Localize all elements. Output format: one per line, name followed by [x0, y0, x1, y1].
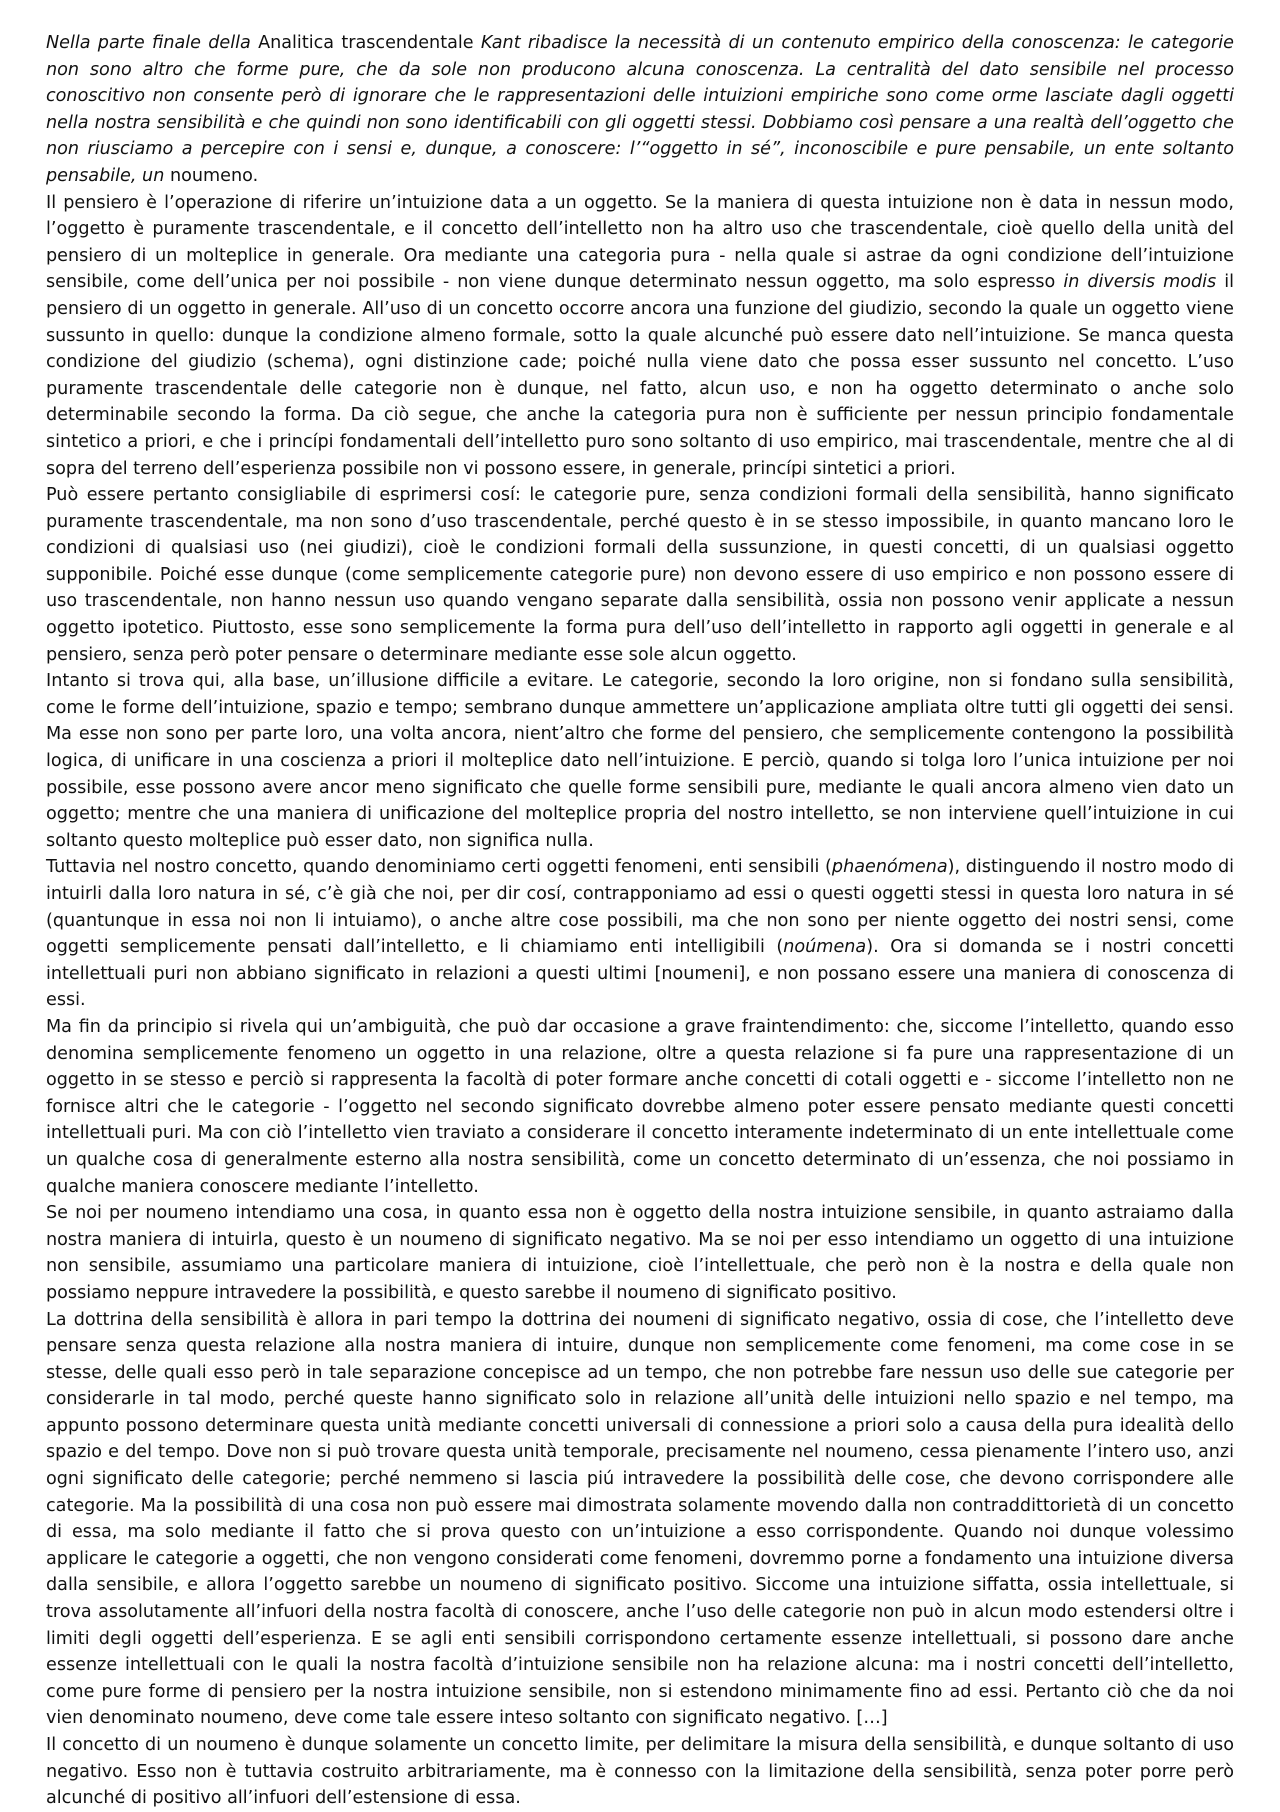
paragraph-4-text-b: ), distinguendo il nostro modo di intuirli dalla loro natura in sé, c’è già che noi, per dir cosí, contrapponiamo ad essi o questi oggetti stessi in questa loro natura in sé (quantunque in essa noi non li intuiamo), o anche altre cose possibili, ma che non sono per niente oggetto dei nostri sensi, come oggetti semplicemente pensati dall’intelletto, e li chiamiamo enti intelligibili ( [46, 857, 1234, 958]
paragraph-4-text-c: ). Ora si domanda se i nostri concetti intellettuali puri non abbiano significato in relazioni a questi ultimi [noumeni], e non possano essere una maniera di conoscenza di essi. [46, 937, 1234, 1011]
intro-paragraph [46, 30, 1234, 190]
paragraph-8: Il concetto di un noumeno è dunque solamente un concetto limite, per delimitare la misura della sensibilità, e dunque soltanto di uso negativo. Esso non è tuttavia costruito arbitrariamente, ma è connesso con la limitazione della sensibilità, senza poter porre però alcunché di positivo all’infuori dell’estensione di essa. [46, 1735, 1234, 1809]
paragraph-4-phaenomena: phaenómena [831, 857, 948, 878]
paragraph-1 [46, 190, 1234, 483]
paragraph-4 [46, 854, 1234, 1014]
intro-book-title: Analitica trascendentale [258, 33, 474, 53]
paragraph-4-text-a: Tuttavia nel nostro concetto, quando denominiamo certi oggetti fenomeni, enti sensibili ( [46, 857, 832, 878]
paragraph-1-text-a: Il pensiero è l’operazione di riferire un’intuizione data a un oggetto. Se la maniera di questa intuizione non è data in nessun modo, l’oggetto è puramente trascendentale, e il concetto dell’intelletto non ha altro uso che trascendentale, cioè quello della unità del pensiero di un molteplice in generale. Ora mediante una categoria pura - nella quale si astrae da ogni condizione dell’intuizione sensibile, come dell’unica per noi possibile - non viene dunque determinato nessun oggetto, ma solo espresso [46, 192, 1234, 293]
intro-text-1: Nella parte finale della [46, 33, 259, 53]
intro-text-2: Kant ribadisce la necessità di un contenuto empirico della conoscenza: le categorie non sono altro che forme pure, che da sole non producono alcuna conoscenza. La centralità del dato sensibile nel processo conoscitivo non consente però di ignorare che le rappresentazioni delle intuizioni empiriche sono come orme lasciate dagli oggetti nella nostra sensibilità e che quindi non sono identificabili con gli oggetti stessi. Dobbiamo così pensare a una realtà dell’oggetto che non riusciamo a percepire con i sensi e, dunque, a conoscere: l’“oggetto in sé”, inconoscibile e pure pensabile, un ente soltanto pensabile, un [46, 33, 1234, 186]
paragraph-2: Può essere pertanto consigliabile di esprimersi cosí: le categorie pure, senza condizioni formali della sensibilità, hanno significato puramente trascendentale, ma non sono d’uso trascendentale, perché questo è in se stesso impossibile, in quanto mancano loro le condizioni di qualsiasi uso (nei giudizi), cioè le condizioni formali della sussunzione, in questi concetti, di un qualsiasi oggetto supponibile. Poiché esse dunque (come semplicemente categorie pure) non devono essere di uso empirico e non possono essere di uso trascendentale, non hanno nessun uso quando vengano separate dalla sensibilità, ossia non possono venir applicate a nessun oggetto ipotetico. Piuttosto, esse sono semplicemente la forma pura dell’uso dell’intelletto in rapporto agli oggetti in generale e al pensiero, senza però poter pensare o determinare mediante esse sole alcun oggetto. [46, 485, 1234, 665]
paragraph-4-noumena: noúmena [783, 937, 867, 958]
document-body [46, 30, 1234, 1812]
paragraph-1-text-b: il pensiero di un oggetto in generale. All’uso di un concetto occorre ancora una funzione del giudizio, secondo la quale un oggetto viene sussunto in quello: dunque la condizione almeno formale, sotto la quale alcunché può essere dato nell’intuizione. Se manca questa condizione del giudizio (schema), ogni distinzione cade; poiché nulla viene dato che possa esser sussunto nel concetto. L’uso puramente trascendentale delle categorie non è dunque, nel fatto, alcun uso, e non ha oggetto determinato o anche solo determinabile secondo la forma. Da ciò segue, che anche la categoria pura non è sufficiente per nessun principio fondamentale sintetico a priori, e che i princípi fondamentali dell’intelletto puro sono soltanto di uso empirico, mai trascendentale, mentre che al di sopra del terreno dell’esperienza possibile non vi possono essere, in generale, princípi sintetici a priori. [46, 272, 1234, 479]
paragraph-7: La dottrina della sensibilità è allora in pari tempo la dottrina dei noumeni di significato negativo, ossia di cose, che l’intelletto deve pensare senza questa relazione alla nostra maniera di intuire, dunque non semplicemente come fenomeni, ma come cose in se stesse, delle quali esso però in tale separazione concepisce ad un tempo, che non potrebbe fare nessun uso delle sue categorie per considerarle in tal modo, perché queste hanno significato solo in relazione all’unità delle intuizioni nello spazio e nel tempo, ma appunto possono determinare questa unità mediante concetti universali di connessione a priori solo a causa della pura idealità dello spazio e del tempo. Dove non si può trovare questa unità temporale, precisamente nel noumeno, cessa pienamente l’intero uso, anzi ogni significato delle categorie; perché nemmeno si lascia piú intravedere la possibilità delle cose, che devono corrispondere alle categorie. Ma la possibilità di una cosa non può essere mai dimostrata solamente movendo dalla non contraddittorietà di un concetto di essa, ma solo mediante il fatto che si prova questo con un’intuizione a esso corrispondente. Quando noi dunque volessimo applicare le categorie a oggetti, che non vengono considerati come fenomeni, dovremmo porne a fondamento una intuizione diversa dalla sensibile, e allora l’oggetto sarebbe un noumeno di significato positivo. Siccome una intuizione siffatta, ossia intellettuale, si trova assolutamente all’infuori della nostra facoltà di conoscere, anche l’uso delle categorie non può in alcun modo estendersi oltre i limiti degli oggetti dell’esperienza. E se agli enti sensibili corrispondono certamente essenze intellettuali, si possono dare anche essenze intellettuali con le quali la nostra facoltà d’intuizione sensibile non ha relazione alcuna: ma i nostri concetti dell’intelletto, come pure forme di pensiero per la nostra intuizione sensibile, non si estendono minimamente fino ad essi. Pertanto ciò che da noi vien denominato noumeno, deve come tale essere inteso soltanto con significato negativo. […] [46, 1309, 1234, 1729]
paragraph-5: Ma fin da principio si rivela qui un’ambiguità, che può dar occasione a grave fraintendimento: che, siccome l’intelletto, quando esso denomina semplicemente fenomeno un oggetto in una relazione, oltre a questa relazione si fa pure una rappresentazione di un oggetto in se stesso e perciò si rappresenta la facoltà di poter formare anche concetti di cotali oggetti e - siccome l’intelletto non ne fornisce altri che le categorie - l’oggetto nel secondo significato dovrebbe almeno poter essere pensato mediante questi concetti intellettuali puri. Ma con ciò l’intelletto vien traviato a considerare il concetto interamente indeterminato di un ente intellettuale come un qualche cosa di generalmente esterno alla nostra sensibilità, come un concetto determinato di un’essenza, che noi possiamo in qualche maniera conoscere mediante l’intelletto. [46, 1016, 1234, 1197]
intro-noumeno: noumeno. [169, 165, 259, 186]
paragraph-3: Intanto si trova qui, alla base, un’illusione difficile a evitare. Le categorie, secondo la loro origine, non si fondano sulla sensibilità, come le forme dell’intuizione, spazio e tempo; sembrano dunque ammettere un’applicazione ampliata oltre tutti gli oggetti dei sensi. Ma esse non sono per parte loro, una volta ancora, nient’altro che forme del pensiero, che semplicemente contengono la possibilità logica, di unificare in una coscienza a priori il molteplice dato nell’intuizione. E perciò, quando si tolga loro l’unica intuizione per noi possibile, esse possono avere ancor meno significato che quelle forme sensibili pure, mediante le quali ancora almeno vien dato un oggetto; mentre che una maniera di unificazione del molteplice propria del nostro intelletto, se non interviene quell’intuizione in cui soltanto questo molteplice può esser dato, non significa nulla. [46, 671, 1234, 851]
paragraph-6: Se noi per noumeno intendiamo una cosa, in quanto essa non è oggetto della nostra intuizione sensibile, in quanto astraiamo dalla nostra maniera di intuirla, questo è un noumeno di significato negativo. Ma se noi per esso intendiamo un oggetto di una intuizione non sensibile, assumiamo una particolare maniera di intuizione, cioè l’intellettuale, che però non è la nostra e della quale non possiamo neppure intravedere la possibilità, e questo sarebbe il noumeno di significato positivo. [46, 1203, 1234, 1303]
paragraph-1-latin: in diversis modis [1063, 272, 1217, 293]
